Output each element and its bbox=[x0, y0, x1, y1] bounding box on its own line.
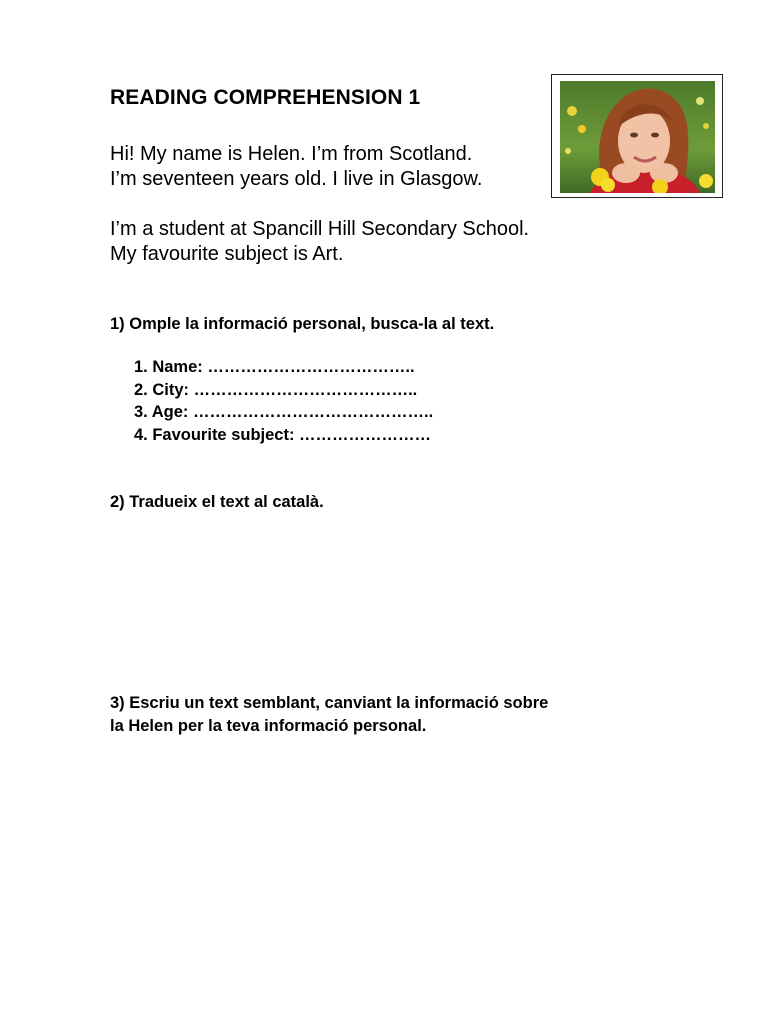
exercise-3-line: la Helen per la teva informació personal. bbox=[110, 717, 427, 735]
exercise-2-text: 2) Tradueix el text al català. bbox=[110, 493, 324, 511]
text-line: I’m a student at Spancill Hill Secondary School. bbox=[110, 218, 530, 240]
photo-frame bbox=[551, 74, 723, 198]
list-item: 2. City: ………………………………….. bbox=[134, 380, 418, 399]
list-item: 1. Name: ……………………………….. bbox=[134, 358, 415, 376]
worksheet-title: READING COMPREHENSION 1 bbox=[110, 86, 421, 109]
intro-paragraph-1 bbox=[110, 142, 482, 192]
text-line: I’m seventeen years old. I live in Glasgow. bbox=[110, 168, 483, 190]
exercise-3-instruction bbox=[110, 692, 548, 738]
text-line: My favourite subject is Art. bbox=[110, 243, 344, 265]
personal-info-list bbox=[134, 356, 433, 446]
portrait-photo-icon bbox=[560, 81, 715, 193]
exercise-3-line: 3) Escriu un text semblant, canviant la informació sobre bbox=[110, 694, 549, 712]
exercise-1-text: 1) Omple la informació personal, busca-la al text. bbox=[110, 315, 495, 333]
list-item: 3. Age: …………………………………….. bbox=[134, 403, 434, 421]
intro-paragraph-2 bbox=[110, 217, 529, 267]
exercise-2-instruction bbox=[110, 491, 324, 514]
exercise-1-instruction bbox=[110, 313, 494, 336]
list-item: 4. Favourite subject: …………………… bbox=[134, 425, 432, 444]
text-line: Hi! My name is Helen. I’m from Scotland. bbox=[110, 143, 473, 165]
